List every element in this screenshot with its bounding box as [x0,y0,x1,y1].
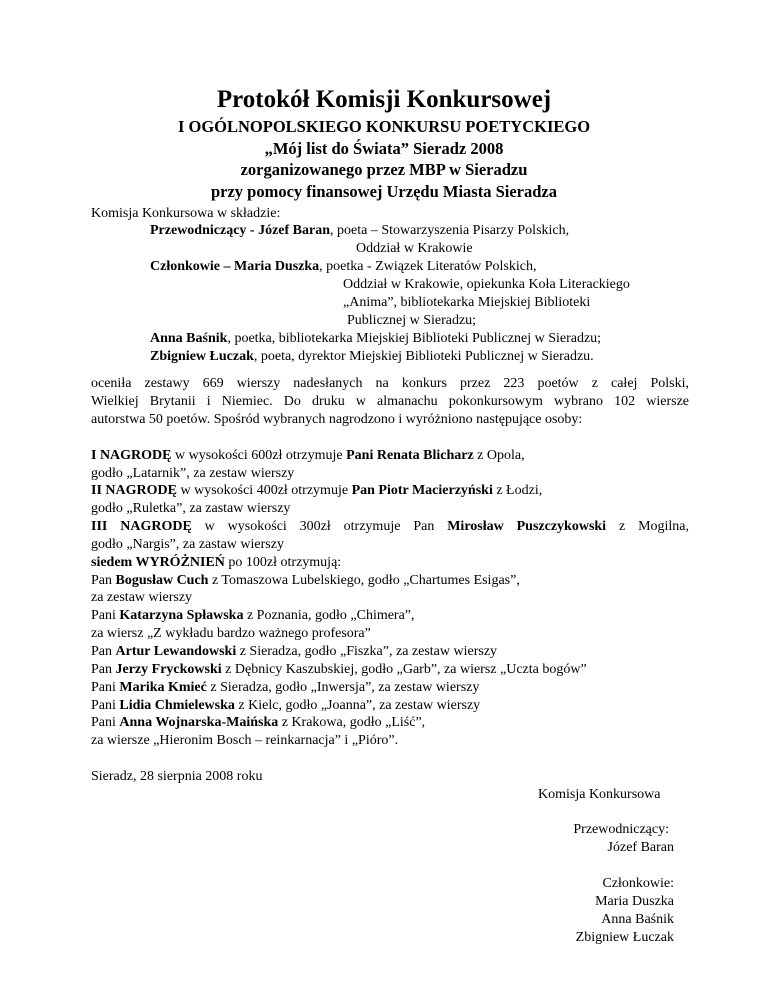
subtitle-line-1: I OGÓLNOPOLSKIEGO KONKURSU POETYCKIEGO [177,117,591,136]
committee-chair [150,222,569,240]
committee-member-2 [150,330,601,348]
distinction-1-line-2: za zestaw wierszy [91,590,193,605]
committee-intro: Komisja Konkursowa w składzie: [91,206,281,221]
first-prize-motto: godło „Latarnik”, za zestaw wierszy [91,466,295,481]
distinction-2-line-2: za wiersz „Z wykładu bardzo ważnego profesora” [91,626,371,641]
member1-desc-line-4: Publicznej w Sieradzu; [347,313,477,328]
second-prize-motto: godło „Ruletka”, za zastaw wierszy [91,501,291,516]
distinction-1-title: Pan [91,573,116,588]
summary-line-1: oceniła zestawy 669 wierszy nadesłanych na konkurs przez 223 poetów z całej Polski, [91,376,689,391]
first-prize-city: z Opola, [473,448,525,463]
distinction-7-title: Pani [91,715,120,730]
distinction-2-details: z Poznania, godło „Chimera”, [243,608,415,623]
chair-desc: , poeta – Stowarzyszenia Pisarzy Polskich, [330,223,570,238]
committee-member-3 [150,348,594,366]
distinction-2-name: Katarzyna Spławska [119,608,244,623]
distinctions-text: po 100zł otrzymują: [224,555,342,570]
document-header [0,86,768,202]
signature-chair-label: Przewodniczący: [573,822,669,837]
third-prize-city: z Mogilna, [606,519,690,534]
member2-name: Anna Baśnik [150,331,228,346]
member3-name: Zbigniew Łuczak [150,349,254,364]
chair-role: Przewodniczący - Józef Baran [150,223,330,238]
second-prize [91,482,542,500]
distinction-1-details: z Tomaszowa Lubelskiego, godło „Chartumes Esigas”, [208,573,520,588]
second-prize-text: w wysokości 400zł otrzymuje [176,483,352,498]
distinction-4-title: Pan [91,662,116,677]
subtitle-line-4: przy pomocy finansowej Urzędu Miasta Sieradza [210,181,557,201]
signature-committee: Komisja Konkursowa [538,787,661,802]
distinction-1-name: Bogusław Cuch [115,573,209,588]
distinctions-heading [91,554,341,572]
signature-member-3: Zbigniew Łuczak [575,930,674,945]
committee-member-1 [150,258,537,276]
member1-desc: , poetka - Związek Literatów Polskich, [319,259,537,274]
document-title: Protokół Komisji Konkursowej [216,86,552,113]
distinction-4 [91,661,587,679]
distinction-7-line-2: za wiersze „Hieronim Bosch – reinkarnacja” i „Pióro”. [91,733,399,748]
second-prize-label: II NAGRODĘ [91,483,177,498]
distinction-7 [91,714,425,732]
distinction-4-details: z Dębnicy Kaszubskiej, godło „Garb”, za wiersz „Uczta bogów” [221,662,587,677]
first-prize [91,447,525,465]
third-prize-text: w wysokości 300zł otrzymuje Pan [191,519,448,534]
subtitle-line-3: zorganizowanego przez MBP w Sieradzu [240,160,528,179]
distinction-5-name: Marika Kmieć [119,680,207,695]
distinction-6-title: Pani [91,698,120,713]
subtitle-line-2: „Mój list do Świata” Sieradz 2008 [264,138,504,158]
signature-members-label: Członkowie: [602,876,674,891]
member2-desc: , poetka, bibliotekarka Miejskiej Biblioteki Publicznej w Sieradzu; [227,331,602,346]
signature-chair-name: Józef Baran [607,840,674,855]
distinction-7-details: z Krakowa, godło „Liść”, [278,715,426,730]
distinction-7-name: Anna Wojnarska-Maińska [119,715,279,730]
chair-desc-line-2: Oddział w Krakowie [356,241,473,256]
signature-member-2: Anna Baśnik [601,912,674,927]
members-role: Członkowie – Maria Duszka [150,259,320,274]
distinctions-label: siedem WYRÓŻNIEŃ [91,555,225,570]
second-prize-city: z Łodzi, [492,483,543,498]
distinction-2 [91,607,415,625]
signature-member-1: Maria Duszka [595,894,674,909]
second-prize-winner: Pan Piotr Macierzyński [351,483,493,498]
distinction-4-name: Jerzy Fryckowski [115,662,222,677]
first-prize-text: w wysokości 600zł otrzymuje [171,448,347,463]
distinction-6-details: z Kielc, godło „Joanna”, za zestaw wierszy [234,698,481,713]
distinction-5 [91,679,479,697]
member1-desc-line-3: „Anima”, bibliotekarka Miejskiej Biblioteki [343,295,591,310]
distinction-3-title: Pan [91,644,116,659]
first-prize-winner: Pani Renata Blicharz [346,448,474,463]
distinction-5-details: z Sieradza, godło „Inwersja”, za zestaw wierszy [206,680,480,695]
distinction-3-name: Artur Lewandowski [115,644,237,659]
first-prize-label: I NAGRODĘ [91,448,172,463]
summary-line-3: autorstwa 50 poetów. Spośród wybranych nagrodzono i wyróżniono następujące osoby: [91,412,583,427]
third-prize-motto: godło „Nargis”, za zastaw wierszy [91,537,284,552]
member1-desc-line-2: Oddział w Krakowie, opiekunka Koła Literackiego [343,277,630,292]
distinction-6-name: Lidia Chmielewska [119,698,235,713]
third-prize [91,518,689,536]
distinction-1 [91,572,520,590]
distinction-6 [91,697,480,715]
member3-desc: , poeta, dyrektor Miejskiej Biblioteki Publicznej w Sieradzu. [253,349,594,364]
third-prize-label: III NAGRODĘ [91,519,192,534]
distinction-3 [91,643,497,661]
distinction-5-title: Pani [91,680,120,695]
third-prize-winner: Mirosław Puszczykowski [447,519,607,534]
place-and-date: Sieradz, 28 sierpnia 2008 roku [91,769,263,784]
distinction-3-details: z Sieradza, godło „Fiszka”, za zestaw wierszy [236,644,498,659]
distinction-2-title: Pani [91,608,120,623]
summary-line-2: Wielkiej Brytanii i Niemiec. Do druku w almanachu pokonkursowym wybrano 102 wiersze [91,394,689,409]
